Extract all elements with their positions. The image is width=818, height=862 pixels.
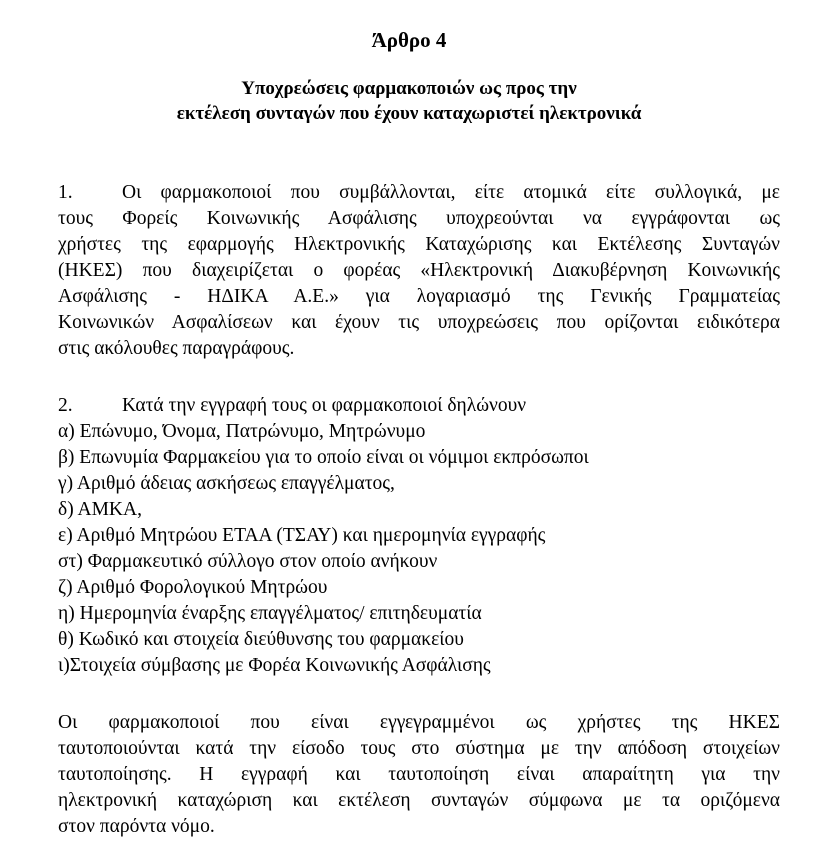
- article-title: Άρθρο 4: [371, 28, 447, 52]
- list-item-c: γ) Αριθμό άδειας ασκήσεως επαγγέλματος,: [58, 473, 395, 494]
- list-item-b: β) Επωνυμία Φαρμακείου για το οποίο είναι οι νόμιμοι εκπρόσωποι: [58, 447, 589, 468]
- list-item-h: η) Ημερομηνία έναρξης επαγγέλματος/ επιτηδευματία: [58, 603, 482, 624]
- para1-line-1: 1. Οι φαρμακοποιοί που συμβάλλονται, είτε ατομικά είτε συλλογικά, με: [58, 180, 780, 206]
- para2-intro: 2. Κατά την εγγραφή τους οι φαρμακοποιοί δηλώνουν: [58, 393, 780, 419]
- para3-line-3: ταυτοποίησης. Η εγγραφή και ταυτοποίηση είναι απαραίτητη για την: [58, 764, 780, 785]
- para2-number: 2.: [58, 395, 73, 416]
- list-item-a: α) Επώνυμο, Όνομα, Πατρώνυμο, Μητρώνυμο: [58, 421, 426, 442]
- para1-line-4: (ΗΚΕΣ) που διαχειρίζεται ο φορέας «Ηλεκτρονική Διακυβέρνηση Κοινωνικής: [58, 260, 780, 281]
- heading-line-2: εκτέλεση συνταγών που έχουν καταχωριστεί ηλεκτρονικά: [176, 103, 642, 124]
- list-item-z: ζ) Αριθμό Φορολογικού Μητρώου: [58, 577, 328, 598]
- para1-line-3: χρήστες της εφαρμογής Ηλεκτρονικής Καταχώρισης και Εκτέλεσης Συνταγών: [58, 234, 780, 255]
- list-item-th: θ) Κωδικό και στοιχεία διεύθυνσης του φαρμακείου: [58, 629, 464, 650]
- para3-line-4: ηλεκτρονική καταχώριση και εκτέλεση συνταγών σύμφωνα με τα οριζόμενα: [58, 790, 780, 811]
- para1-number: 1.: [58, 182, 73, 203]
- list-item-d: δ) ΑΜΚΑ,: [58, 499, 142, 520]
- para3-line-1: Οι φαρμακοποιοί που είναι εγγεγραμμένοι ως χρήστες της ΗΚΕΣ: [58, 712, 780, 733]
- list-item-e: ε) Αριθμό Μητρώου ΕΤΑΑ (ΤΣΑΥ) και ημερομηνία εγγραφής: [58, 525, 546, 546]
- para1-line-2: τους Φορείς Κοινωνικής Ασφάλισης υποχρεούνται να εγγράφονται ως: [58, 208, 780, 229]
- para1-line-7: στις ακόλουθες παραγράφους.: [58, 338, 295, 359]
- list-item-i: ι)Στοιχεία σύμβασης με Φορέα Κοινωνικής Ασφάλισης: [58, 655, 491, 676]
- list-item-st: στ) Φαρμακευτικό σύλλογο στον οποίο ανήκουν: [58, 551, 438, 572]
- para3-line-5: στον παρόντα νόμο.: [58, 816, 215, 837]
- para1-line-5: Ασφάλισης - ΗΔΙΚΑ Α.Ε.» για λογαριασμό της Γενικής Γραμματείας: [58, 286, 780, 307]
- heading-line-1: Υποχρεώσεις φαρμακοποιών ως προς την: [241, 78, 577, 99]
- para3-line-2: ταυτοποιούνται κατά την είσοδο τους στο σύστημα με την απόδοση στοιχείων: [58, 738, 780, 759]
- para1-line-6: Κοινωνικών Ασφαλίσεων και έχουν τις υποχρεώσεις που ορίζονται ειδικότερα: [58, 312, 780, 333]
